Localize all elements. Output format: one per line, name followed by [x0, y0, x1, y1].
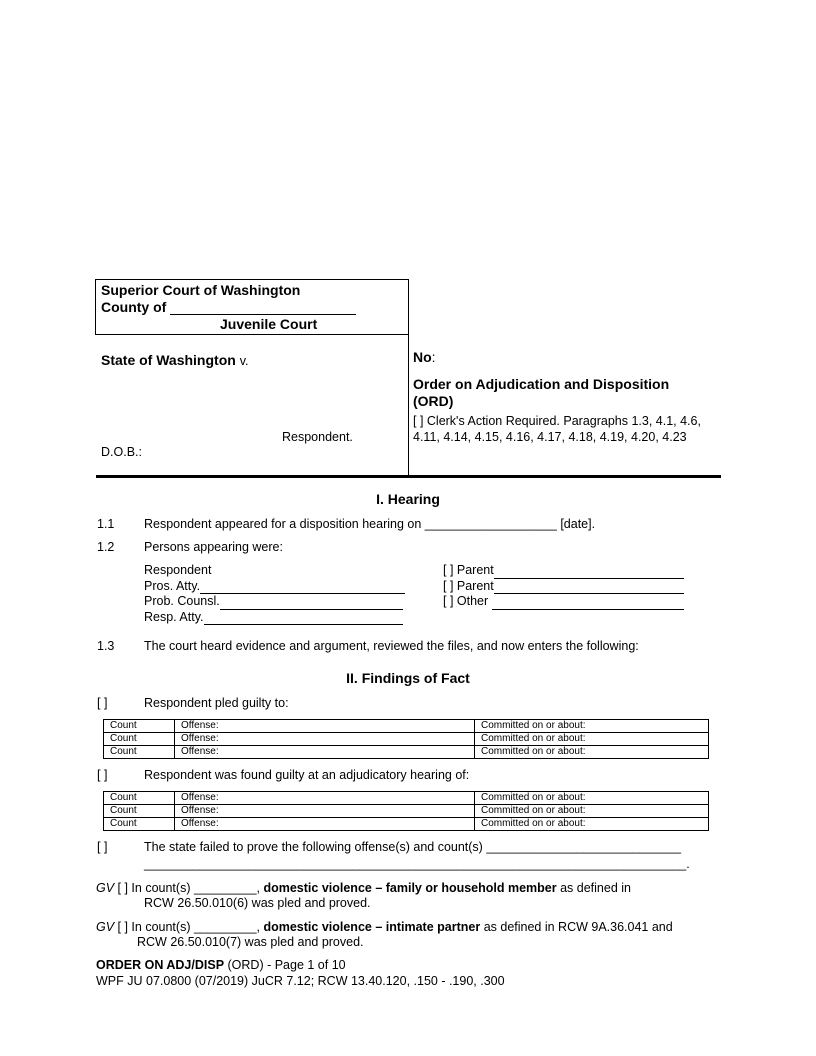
section-findings-title: II. Findings of Fact: [346, 670, 470, 686]
offense-cell[interactable]: Offense:: [175, 746, 475, 759]
failed-prove-text: The state failed to prove the following offense(s) and count(s) ____________________________: [144, 840, 681, 854]
table-row: [104, 818, 709, 831]
offense-cell[interactable]: Offense:: [175, 733, 475, 746]
dob-label: D.O.B.:: [101, 445, 142, 459]
para-1-2-text: Persons appearing were:: [144, 540, 283, 554]
gv-intimate-partner[interactable]: GV [ ] In count(s) _________, domestic violence – intimate partner as defined in RCW 9A.36.041 and: [96, 920, 673, 934]
failed-prove-line2[interactable]: ______________________________________________________________________________.: [144, 857, 690, 871]
caption-divider: [408, 279, 409, 476]
resp-atty-blank[interactable]: [204, 611, 403, 625]
table-row: [104, 805, 709, 818]
para-1-2-number: 1.2: [97, 540, 115, 554]
found-guilty-text: Respondent was found guilty at an adjudicatory hearing of:: [144, 768, 470, 782]
person-pros-atty: Pros. Atty.: [144, 579, 405, 595]
count-cell[interactable]: Count: [104, 733, 175, 746]
table-row: [104, 733, 709, 746]
committed-cell[interactable]: Committed on or about:: [475, 746, 709, 759]
committed-cell[interactable]: Committed on or about:: [475, 805, 709, 818]
count-cell[interactable]: Count: [104, 805, 175, 818]
person-parent-1[interactable]: [ ] Parent: [443, 563, 684, 579]
clerk-action-note: [ ] Clerk's Action Required. Paragraphs 1.3, 4.1, 4.6, 4.11, 4.14, 4.15, 4.16, 4.17, 4.18, 4.19, 4.20, 4.23: [413, 414, 701, 444]
failed-prove-checkbox[interactable]: [ ]: [97, 840, 108, 854]
para-1-1-text: Respondent appeared for a disposition hearing on ___________________ [date].: [144, 517, 596, 531]
found-guilty-checkbox[interactable]: [ ]: [97, 768, 108, 782]
juvenile-court-label: Juvenile Court: [220, 316, 318, 332]
table-row: [104, 792, 709, 805]
offense-cell[interactable]: Offense:: [175, 805, 475, 818]
gv-family-household-line2: RCW 26.50.010(6) was pled and proved.: [144, 896, 371, 910]
count-cell[interactable]: Count: [104, 818, 175, 831]
person-prob-counsl: Prob. Counsl.: [144, 594, 405, 610]
person-other[interactable]: [ ] Other: [443, 594, 684, 610]
gv-family-household[interactable]: GV [ ] In count(s) _________, domestic violence – family or household member as defined in: [96, 881, 631, 895]
footer-form-id: WPF JU 07.0800 (07/2019) JuCR 7.12; RCW 13.40.120, .150 - .190, .300: [96, 974, 505, 988]
persons-left-list: [144, 563, 405, 625]
table-row: [104, 720, 709, 733]
count-cell[interactable]: Count: [104, 792, 175, 805]
committed-cell[interactable]: Committed on or about:: [475, 818, 709, 831]
count-cell[interactable]: Count: [104, 746, 175, 759]
prob-counsl-blank[interactable]: [220, 596, 403, 610]
person-parent-2[interactable]: [ ] Parent: [443, 579, 684, 595]
pled-guilty-checkbox[interactable]: [ ]: [97, 696, 108, 710]
table-row: [104, 746, 709, 759]
court-name: Superior Court of Washington: [101, 282, 301, 298]
para-1-1-number: 1.1: [97, 517, 115, 531]
case-number-label: No:: [413, 349, 436, 365]
offense-cell[interactable]: Offense:: [175, 720, 475, 733]
person-respondent: Respondent: [144, 563, 212, 577]
pled-guilty-text: Respondent pled guilty to:: [144, 696, 289, 710]
section-hearing-title: I. Hearing: [376, 491, 440, 507]
person-resp-atty: Resp. Atty.: [144, 610, 405, 626]
persons-right-list: [443, 563, 684, 610]
para-1-3-text: The court heard evidence and argument, reviewed the files, and now enters the following:: [144, 639, 639, 653]
offense-cell[interactable]: Offense:: [175, 792, 475, 805]
document-title: Order on Adjudication and Disposition (ORD): [413, 376, 670, 409]
committed-cell[interactable]: Committed on or about:: [475, 792, 709, 805]
count-cell[interactable]: Count: [104, 720, 175, 733]
para-1-3-number: 1.3: [97, 639, 115, 653]
footer-page-label: ORDER ON ADJ/DISP (ORD) - Page 1 of 10: [96, 958, 346, 972]
county-label: County of: [101, 299, 356, 315]
state-caption: State of Washington v.: [101, 352, 249, 368]
gv-intimate-partner-line2: RCW 26.50.010(7) was pled and proved.: [137, 935, 364, 949]
offense-cell[interactable]: Offense:: [175, 818, 475, 831]
pros-atty-blank[interactable]: [200, 580, 405, 594]
found-guilty-table: [103, 791, 709, 831]
committed-cell[interactable]: Committed on or about:: [475, 733, 709, 746]
respondent-label: Respondent.: [282, 430, 353, 444]
committed-cell[interactable]: Committed on or about:: [475, 720, 709, 733]
caption-bottom-rule: [96, 475, 721, 478]
pled-guilty-table: [103, 719, 709, 759]
county-blank[interactable]: [170, 300, 356, 315]
